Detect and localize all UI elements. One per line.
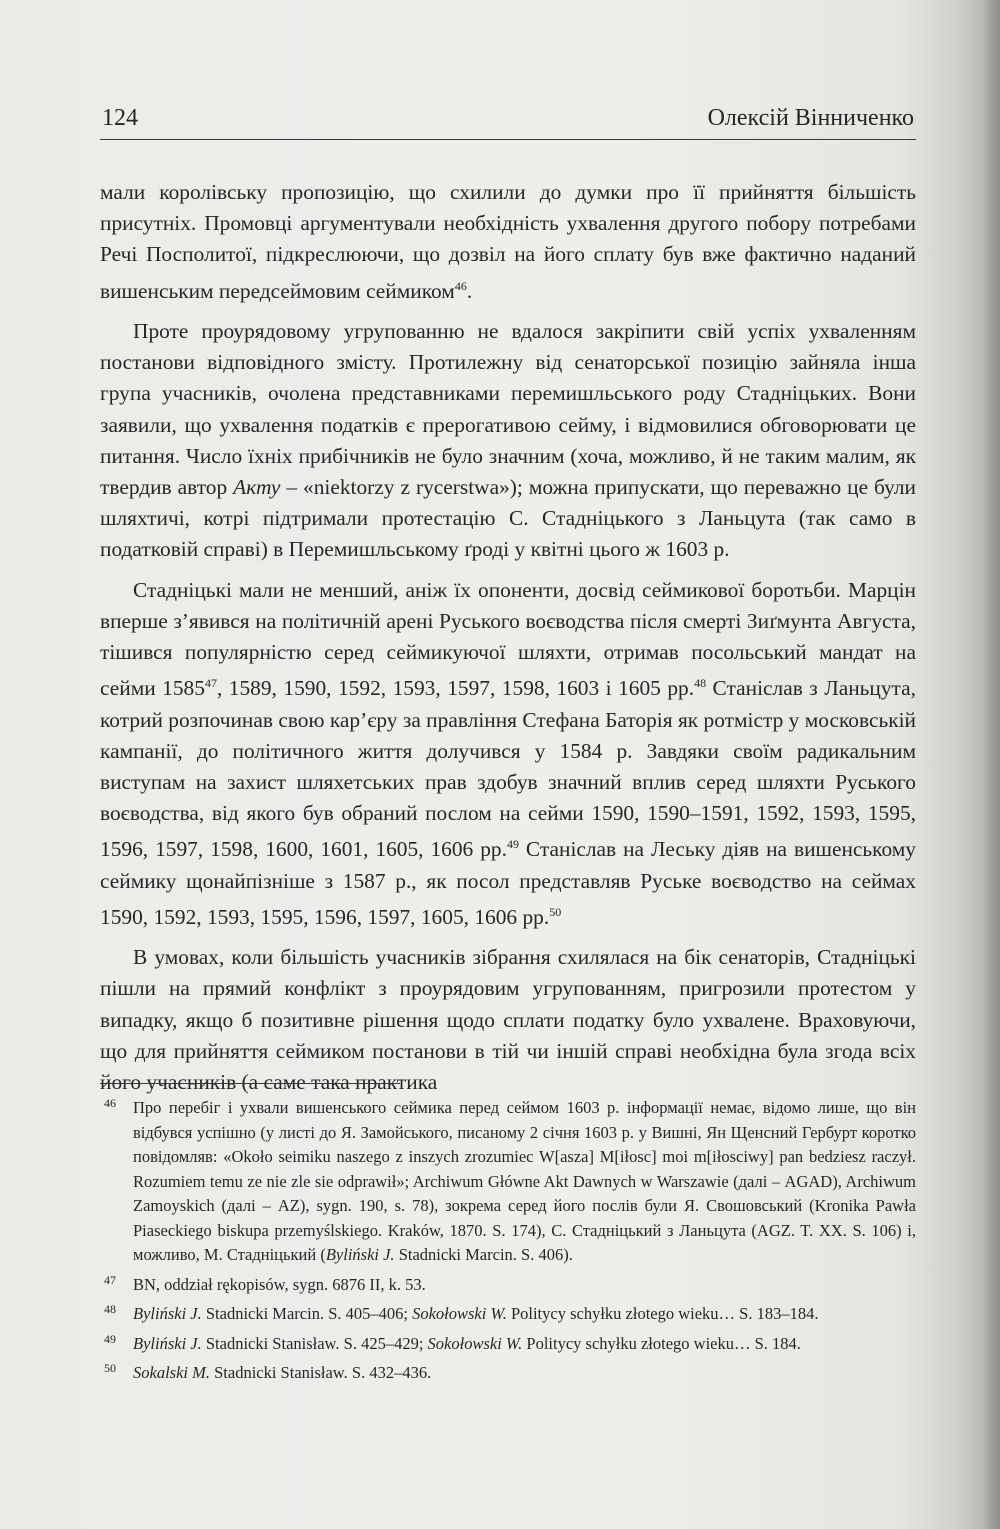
footnote-number: 49	[104, 1331, 116, 1346]
page-number: 124	[102, 105, 138, 131]
footnote-46	[100, 1096, 916, 1268]
paragraph-text: , 1589, 1590, 1592, 1593, 1597, 1598, 1603 і 1605 рр.	[216, 676, 695, 701]
page-edge-shadow	[982, 0, 1000, 1529]
footnote-text: Politycy schyłku złotego wieku… S. 183–184.	[506, 1304, 819, 1323]
footnote-text: Politycy schyłku złotego wieku… S. 184.	[522, 1333, 801, 1353]
source-title: Акту	[233, 474, 281, 499]
paragraph-text: Станіслав з Ланьцута, котрий розпочинав свою кар’єру за правління Стефана Баторія як ротмістр у московській кампанії, до політичного життя долучився у 1584 р. Завдяки своїм радикальним виступам на захист шляхетських прав здобув значний вплив серед шляхти Руського воєводства, від якого був обраний послом на сейми 1590, 1590–1591, 1592, 1593, 1595, 1596, 1597, 1598, 1600, 1601, 1605, 1606 рр.	[100, 676, 916, 862]
page-header	[100, 103, 916, 140]
paragraph-text: В умовах, коли більшість учасників зібрання схилялася на бік сенаторів, Стадніцькі пішли на прямий конфлікт з проурядовим угрупованням, пригрозили протестом у випадку, якщо б позитивне рішення щодо сплати податку було ухвалене. Враховуючи, що для прийняття сеймиком постанови в тій чи іншій справі необхідна була згода всіх його учасників (а саме така практика	[100, 945, 916, 1094]
paragraph-4	[100, 942, 916, 1098]
footnote-text: Stadnicki Marcin. S. 406).	[394, 1245, 573, 1264]
footnote-50	[100, 1361, 916, 1386]
running-title: Олексій Вінниченко	[707, 105, 914, 131]
footnote-text: Про перебіг і ухвали вишенського сеймика перед сеймом 1603 р. інформації немає, відомо лише, що він відбувся успішно (у листі до Я. Замойського, писаному 2 січня 1603 р. у Вишні, Ян Щенсний Гербурт коротко повідомляв: «Około seimiku naszego z inszych zrozumiec W[asza] M[iłosc] moi m[iłosciwy] pan bedziesz raczył. Rozumiem temu ze nie zle sie odprawił»; Archiwum Główne Akt Dawnych w Warszawie (далі – AGAD), Archiwum Zamoyskich (далі – AZ), sygn. 190, s. 78), зокрема серед його послів були Я. Свошовський (Kronika Pawła Piaseckiego biskupa przemyślskiego. Kraków, 1870. S. 174), С. Стадніцький з Ланьцута (AGZ. T. XX. S. 106) і, можливо, М. Стадніцький (	[133, 1098, 916, 1264]
paragraph-text: Стадніцькі мали не менший, аніж їх опоненти, досвід сеймикової боротьби. Марцін вперше з’явився на політичній арені Руського воєводства після смерті Зиґмунта Августа, тішився популярністю серед сеймикуючої шляхти, отримав посольський мандат на сейми 1585	[100, 577, 916, 701]
footnote-text: Stadnicki Stanisław. S. 425–429;	[201, 1333, 428, 1353]
author-name: Sokołowski W.	[427, 1333, 523, 1353]
author-name: Sokalski M.	[133, 1363, 210, 1382]
footnote-ref: 49	[506, 837, 519, 852]
author-name: Byliński J.	[325, 1245, 395, 1264]
paragraph-2	[100, 316, 916, 566]
paragraph-text: – «niektorzy z rycerstwa»); можна припускати, що переважно це були шляхтичі, котрі підтримали протестацію С. Стадніцького з Ланьцута (так само в податковій справі) в Перемишльському ґроді у квітні цього ж 1603 р.	[100, 474, 916, 562]
footnote-number: 50	[104, 1361, 116, 1375]
body-text	[100, 177, 916, 1107]
paragraph-text: мали королівську пропозицію, що схилили до думки про її прийняття більшість присутніх. Промовці аргументували необхідність ухвалення другого побору потребами Речі Посполитої, підкреслюючи, що дозвіл на його сплату був вже фактично наданий вишенським передсеймовим сеймиком	[100, 180, 916, 303]
footnote-47	[100, 1273, 916, 1298]
footnote-48	[100, 1302, 916, 1327]
footnote-ref: 46	[454, 278, 467, 293]
author-name: Byliński J.	[133, 1304, 202, 1323]
paragraph-text: Проте проурядовому угрупованню не вдалося закріпити свій успіх ухваленням постанови відповідного змісту. Протилежну від сенаторської позицію зайняла інша група учасників, очолена представниками перемишльського роду Стадніцьких. Вони заявили, що ухвалення податків є прерогативою сейму, і відмовилися обговорювати це питання. Число їхніх прибічників не було значним (хоча, можливо, й не таким малим, як твердив автор	[100, 318, 916, 499]
footnote-ref: 48	[694, 676, 707, 691]
footnote-number: 47	[104, 1272, 116, 1287]
footnote-49	[100, 1332, 916, 1357]
footnote-ref: 47	[204, 676, 217, 691]
author-name: Sokołowski W.	[412, 1304, 507, 1323]
author-name: Byliński J.	[133, 1333, 202, 1353]
footnote-divider	[100, 1083, 400, 1084]
footnote-text: Stadnicki Stanisław. S. 432–436.	[209, 1363, 432, 1382]
footnote-text: BN, oddział rękopisów, sygn. 6876 II, k. 53.	[133, 1274, 426, 1294]
footnote-number: 48	[104, 1302, 116, 1316]
footnote-ref: 50	[549, 904, 562, 919]
paragraph-1	[100, 177, 916, 307]
footnote-number: 46	[104, 1096, 116, 1110]
paragraph-text: .	[466, 278, 473, 303]
paragraph-3	[100, 575, 916, 934]
footnotes	[100, 1096, 916, 1391]
footnote-text: Stadnicki Marcin. S. 405–406;	[201, 1304, 413, 1323]
paragraph-text: Станіслав на Леську діяв на вишенському сеймику щонайпізніше з 1587 р., як посол представляв Руське воєводство на сеймах 1590, 1592, 1593, 1595, 1596, 1597, 1605, 1606 рр.	[100, 837, 916, 929]
